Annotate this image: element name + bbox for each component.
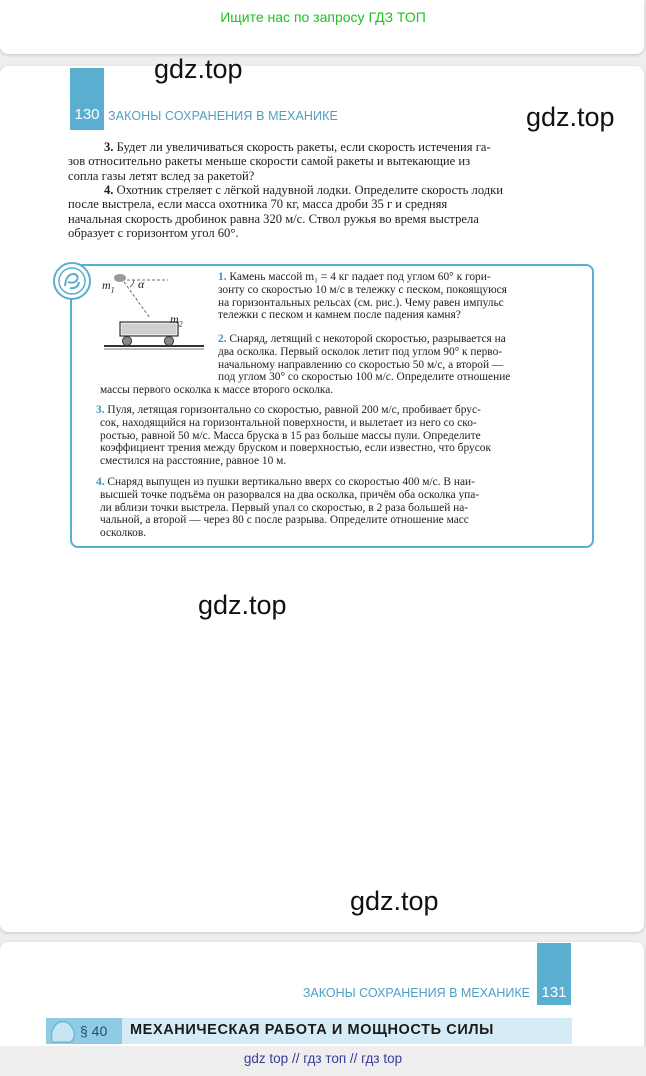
question-line: сопла газы летят вслед за ракетой?: [68, 168, 255, 183]
angle-label: α: [138, 277, 145, 291]
task-line: Снаряд, летящий с некоторой скоростью, разрывается на: [229, 333, 506, 345]
task-line: зонту со скоростью 10 м/с в тележку с песком, покоящуюся: [218, 283, 507, 296]
m1-subscript: 1: [110, 285, 115, 295]
task-number: 3.: [96, 404, 105, 416]
task-line: чальной, а второй — через 80 с после разрыва. Определите отношение масс: [100, 514, 469, 527]
task-badge-icon: [53, 262, 91, 300]
task-number: 1.: [218, 271, 227, 283]
watermark: gdz.top: [526, 102, 615, 132]
cart-figure: [100, 268, 208, 354]
task-4: [96, 476, 588, 540]
task-line: массы первого осколка к массе второго осколка.: [100, 384, 334, 397]
task-line: Камень массой m₁ = 4 кг падает под углом 60° к гори-: [229, 271, 491, 283]
task-line: сок, находящийся на горизонтальной поверхности, и вылетает из него со ско-: [100, 416, 477, 429]
task-1: [218, 271, 588, 322]
task-number: 2.: [218, 333, 227, 345]
task-line: ростью, равной 50 м/с. Масса бруска в 15 раз больше массы пули. Определите: [100, 429, 481, 442]
task-line: осколков.: [100, 527, 147, 540]
task-line: Снаряд выпущен из пушки вертикально вверх со скоростью 400 м/с. В наи-: [107, 476, 475, 488]
section-ornament-icon: [48, 1018, 78, 1044]
task-line: начальному направлению со скоростью 50 м/с, а второй —: [218, 358, 504, 371]
footer: [0, 1046, 646, 1076]
question-line: начальная скорость дробинок равна 320 м/с. Ствол ружья во время выстрела: [68, 211, 479, 226]
m2-subscript: 2: [178, 319, 183, 329]
watermark: gdz.top: [154, 54, 243, 84]
task-line: под углом 30° со скоростью 100 м/с. Определите отношение: [218, 371, 511, 384]
m2-label: m: [170, 312, 179, 326]
running-head-bottom: ЗАКОНЫ СОХРАНЕНИЯ В МЕХАНИКЕ: [302, 986, 530, 1000]
page-number: 130: [74, 106, 100, 123]
page-number-bottom: 131: [541, 984, 567, 1001]
section-title: МЕХАНИЧЕСКАЯ РАБОТА И МОЩНОСТЬ СИЛЫ: [130, 1022, 494, 1038]
section-number: § 40: [80, 1023, 108, 1039]
question-line: зов относительно ракеты меньше скорости самой ракеты и вытекающие из: [68, 154, 471, 169]
question-number: 3.: [104, 140, 114, 154]
task-3: [96, 404, 588, 468]
task-line: ли вблизи точки выстрела. Первый упал со скоростью, в 2 раза большей на-: [100, 501, 469, 514]
watermark: gdz.top: [198, 590, 287, 620]
banner-text: Ищите нас по запросу ГДЗ ТОП: [220, 9, 426, 25]
task-line: высшей точке подъёма он разорвался на два осколка, причём оба осколка упа-: [100, 488, 480, 501]
question-line: Охотник стреляет с лёгкой надувной лодки. Определите скорость лодки: [116, 183, 504, 197]
watermark: gdz.top: [350, 886, 439, 916]
task-line: Пуля, летящая горизонтально со скоростью, равной 200 м/с, пробивает брус-: [107, 404, 481, 416]
task-line: тележки с песком и камнем после падения камня?: [218, 309, 461, 322]
task-line: коэффициент трения между бруском и поверхностью, если известно, что брусок: [100, 442, 491, 455]
question-line: Будет ли увеличиваться скорость ракеты, если скорость истечения га-: [116, 140, 491, 154]
question-number: 4.: [104, 183, 114, 197]
running-head: ЗАКОНЫ СОХРАНЕНИЯ В МЕХАНИКЕ: [108, 109, 338, 123]
task-number: 4.: [96, 476, 105, 488]
question-line: после выстрела, если масса охотника 70 кг, масса дроби 35 г и средняя: [68, 197, 448, 212]
question-3: [68, 140, 594, 183]
m1-label: m: [102, 278, 111, 292]
task-line: сместился на расстояние, равное 10 м.: [100, 455, 287, 468]
task-2: [100, 333, 588, 397]
task-line: на горизонтальных рельсах (см. рис.). Чему равен импульс: [218, 296, 504, 309]
question-4: [68, 183, 594, 241]
footer-text: gdz top // гдз топ // гдз top: [243, 1051, 403, 1066]
question-line: образует с горизонтом угол 60°.: [68, 226, 239, 241]
task-line: два осколка. Первый осколок летит под углом 90° к перво-: [218, 345, 503, 358]
